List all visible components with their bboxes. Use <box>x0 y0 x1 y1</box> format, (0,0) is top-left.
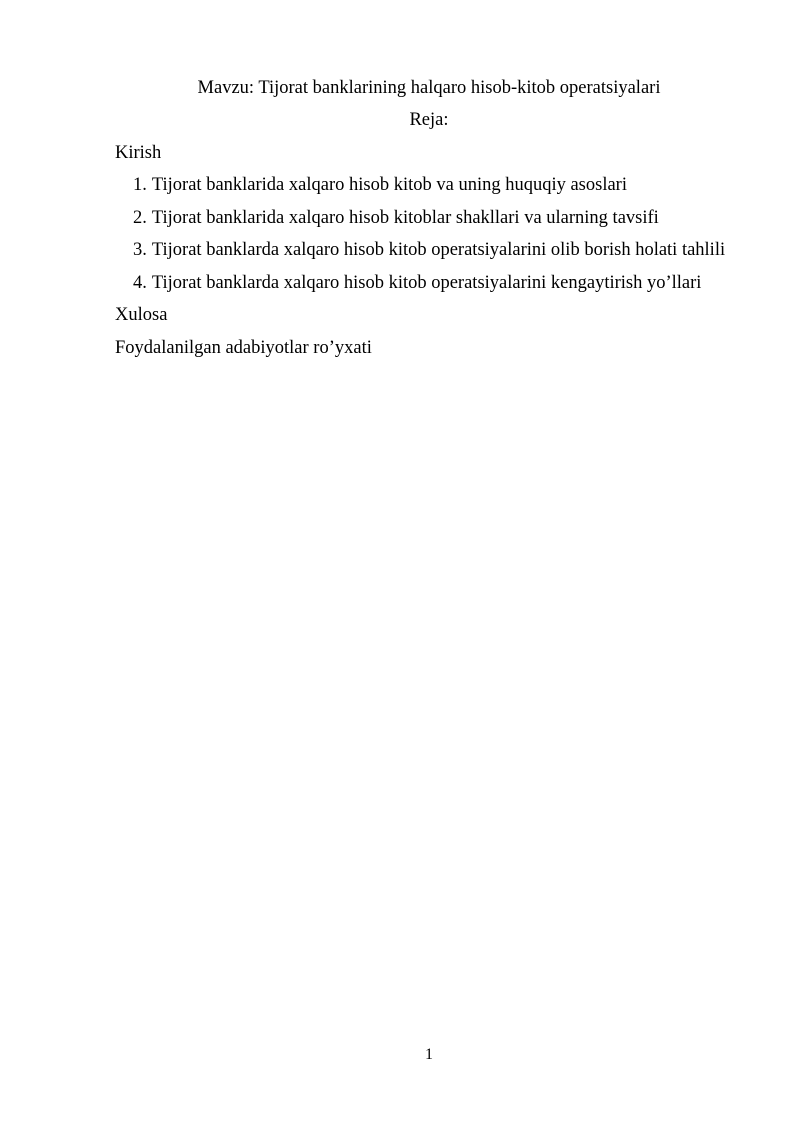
plan-item-number: 3. <box>133 240 147 260</box>
plan-item-1 <box>133 173 627 197</box>
plan-item-text: Tijorat banklarida xalqaro hisob kitoblar shakllari va ularning tavsifi <box>151 208 659 228</box>
plan-item-number: 2. <box>133 208 147 228</box>
plan-item-4 <box>133 271 701 295</box>
intro-line: Kirish <box>115 143 162 163</box>
plan-item-text: Tijorat banklarda xalqaro hisob kitob operatsiyalarini kengaytirish yo’llari <box>151 273 702 293</box>
plan-item-number: 1. <box>133 175 147 195</box>
plan-item-2 <box>133 206 659 230</box>
references-line: Foydalanilgan adabiyotlar ro’yxati <box>115 338 372 358</box>
plan-item-3 <box>133 238 725 262</box>
plan-heading: Reja: <box>409 110 449 130</box>
conclusion-line: Xulosa <box>115 305 168 325</box>
plan-item-text: Tijorat banklarda xalqaro hisob kitob operatsiyalarini olib borish holati tahlili <box>151 240 726 260</box>
page-number: 1 <box>425 1046 433 1063</box>
document-title: Mavzu: Tijorat banklarining halqaro hisob-kitob operatsiyalari <box>197 78 661 98</box>
plan-item-text: Tijorat banklarida xalqaro hisob kitob va uning huquqiy asoslari <box>151 175 627 195</box>
plan-item-number: 4. <box>133 273 147 293</box>
